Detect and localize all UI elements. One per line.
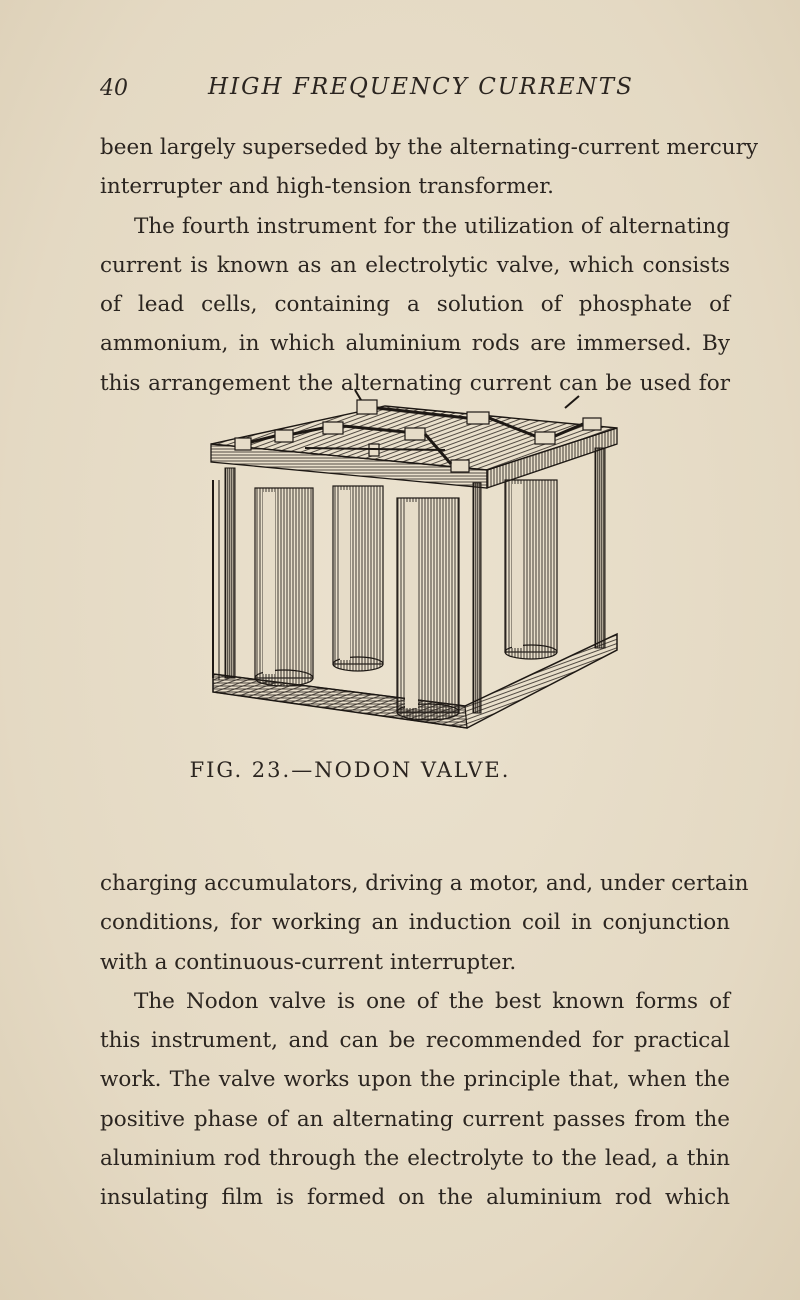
figure-caption — [0, 758, 800, 782]
nodon-valve-illustration — [205, 388, 625, 760]
text-line: charging accumulators, driving a motor, and, under certain — [100, 871, 749, 896]
page-header — [100, 74, 740, 106]
text-line: this instrument, and can be recommended for practical — [100, 1028, 730, 1054]
text-line: positive phase of an alternating current passes from the — [100, 1106, 730, 1132]
text-line: this arrangement the alternating current can be used for — [100, 370, 730, 396]
text-line: work. The valve works upon the principle that, when the — [100, 1067, 730, 1093]
text-line: ammonium, in which aluminium rods are immersed. By — [100, 331, 730, 357]
text-line: interrupter and high-tension transformer. — [100, 174, 554, 200]
text-line: The fourth instrument for the utilization of alternating — [134, 213, 730, 239]
text-line: insulating film is formed on the aluminium rod which — [100, 1185, 730, 1211]
body-text-bottom — [100, 864, 749, 1218]
text-line: with a continuous-current interrupter. — [100, 949, 517, 975]
running-title: HIGH FREQUENCY CURRENTS — [208, 74, 634, 100]
page-number: 40 — [100, 76, 128, 101]
text-line: The Nodon valve is one of the best known forms of — [134, 988, 730, 1014]
text-line: been largely superseded by the alternating-current mercury — [100, 135, 759, 160]
figure-caption-text: FIG. 23.—NODON VALVE. — [189, 758, 511, 782]
text-line: of lead cells, containing a solution of phosphate of — [100, 292, 730, 318]
text-line: conditions, for working an induction coil in conjunction — [100, 910, 730, 936]
body-text-top — [100, 128, 759, 403]
text-line: current is known as an electrolytic valve, which consists — [100, 252, 730, 278]
text-line: aluminium rod through the electrolyte to the lead, a thin — [100, 1146, 730, 1172]
